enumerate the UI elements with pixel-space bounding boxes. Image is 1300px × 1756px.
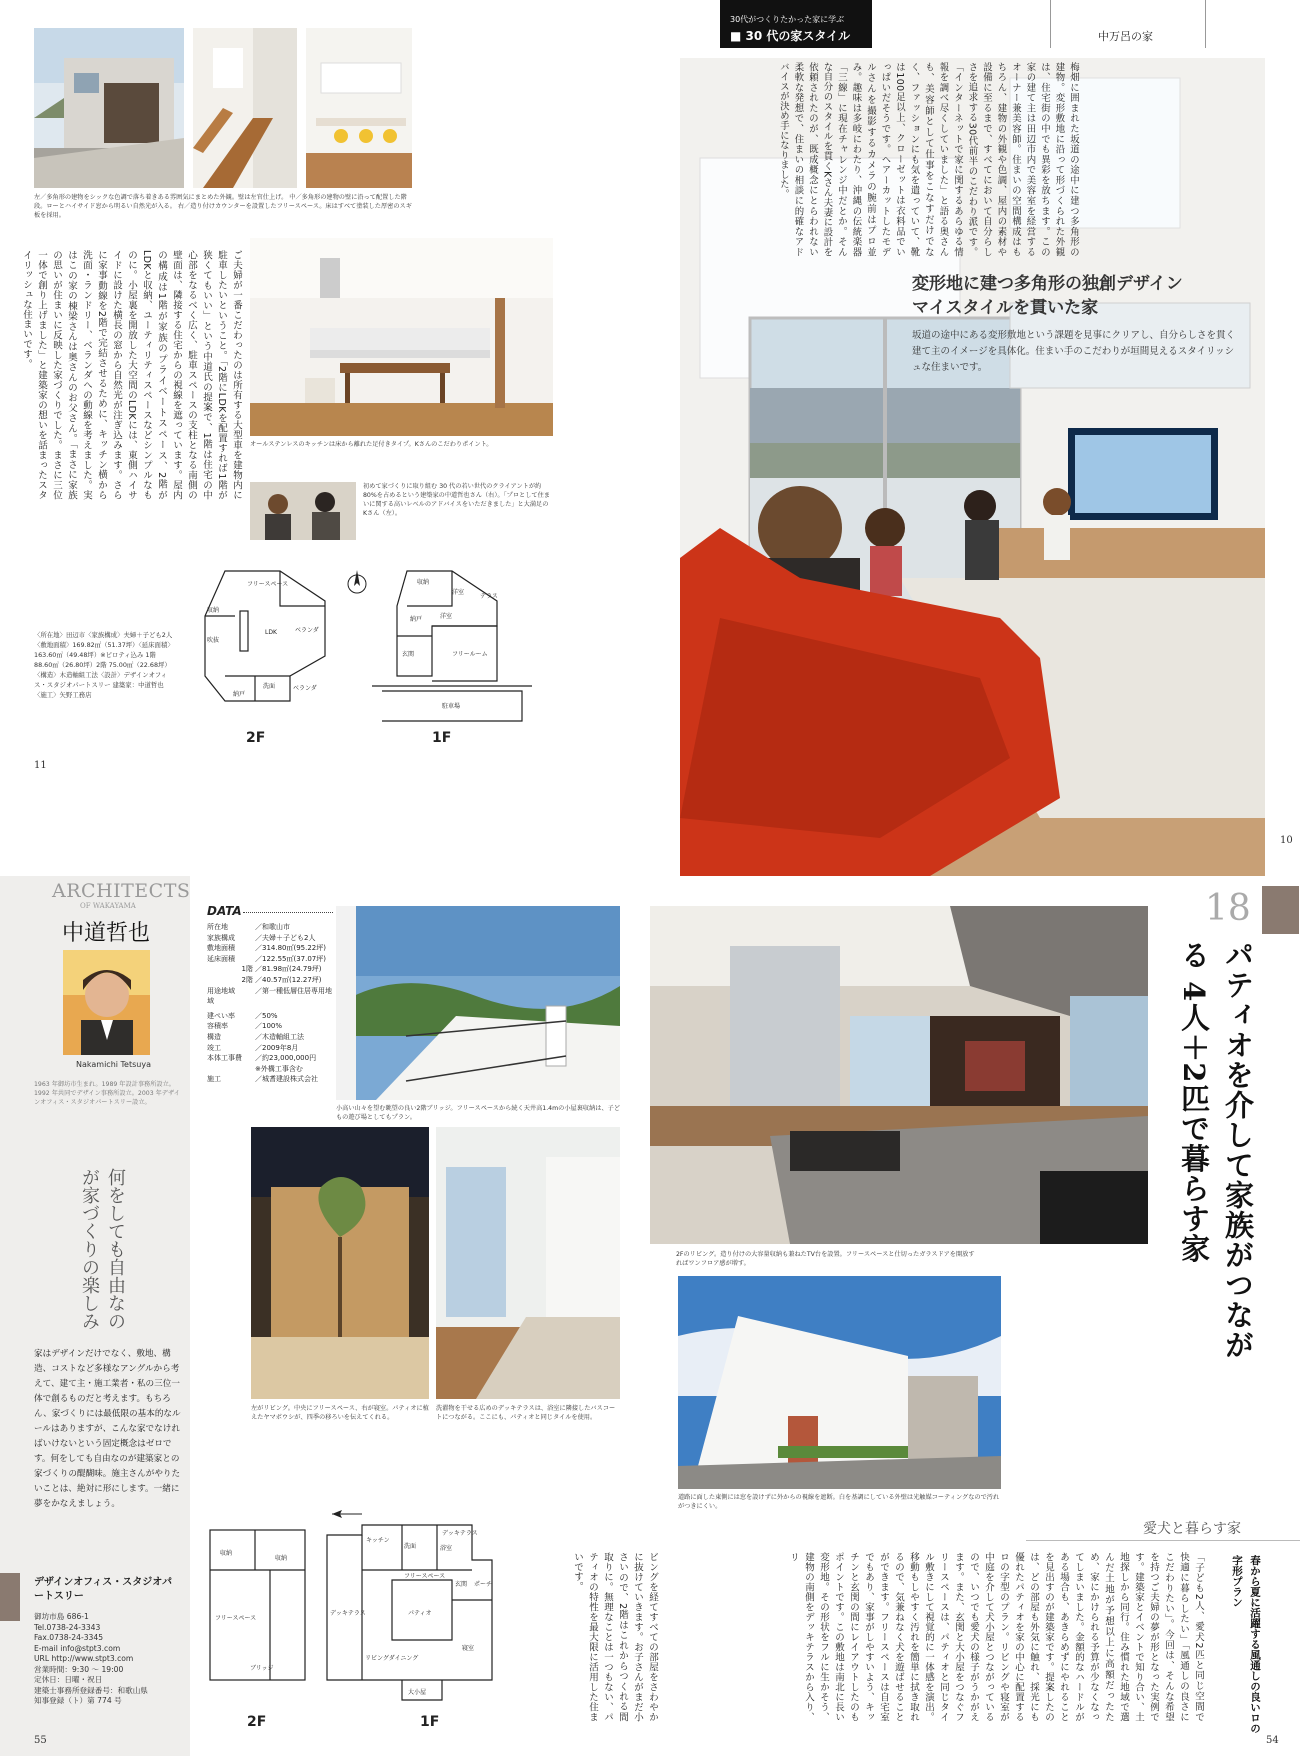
house-data-top: 〈所在地〉田辺市〈家族構成〉夫婦＋子ども2人〈敷地面積〉169.82㎡（51.37坪）〈延床面積〉163.60㎡（49.48坪）※ピロティ込み 1階 88.60㎡（26.80坪）2階 75.00㎡（22.68坪）〈構造〉木造軸組工法〈設計〉デザインオフィス・スタジオパートスリー 建築家：中道哲也〈施工〉矢野工務店 [34, 631, 174, 699]
freespace-photo [306, 28, 412, 188]
architect-name: 中道哲也 [62, 921, 151, 946]
plan-label: 収納 [275, 1555, 288, 1562]
page-number: 55 [34, 1735, 47, 1746]
page-number: 54 [1266, 1735, 1279, 1746]
plan-label: 寝室 [462, 1645, 475, 1652]
logo-main: ARCHITECTS [52, 880, 191, 902]
header-divider [1050, 0, 1051, 48]
caption-exterior: 道路に面した東側には窓を設けずに外からの視線を遮断。白を基調にしている外壁は光触媒コーティングなので汚れがつきにくい。 [678, 1494, 1000, 1510]
data-value: ／夫婦＋子ども2人 [255, 933, 316, 942]
architect-statement: 家はデザインだけでなく、敷地、構造、コストなど多様なアングルから考えて、建て主・施工業者・私の三位一体で創るものだと考えます。もちろん、家づくりには最低限の基本的なルールはありますが、こんな家でなければいけないという固定概念はゼロです。何をしても自由なのが建築家との家づくりの醍醐味。施主さんがやりたいことは、絶対に形にします。一緒に夢をかなえましょう。 [34, 1349, 181, 1509]
kitchen-photo [250, 238, 553, 436]
logo-sub: OF WAKAYAMA [80, 902, 136, 910]
data-row [207, 964, 332, 975]
data-row [207, 1011, 332, 1022]
data-key: 所在地 [207, 923, 228, 931]
stairs-photo [193, 28, 297, 188]
body-text-bottom-left: ビングを経てすべての部屋をさわやかに抜けていきます。お子さんがまだ小さいので、2階はこれからつくれる間取りに。無理なことは一つもない、パティオの特性を最大限に活用した住まいです。 [572, 1552, 658, 1722]
plan-label: 浴室 [440, 1545, 453, 1552]
plan-label: 洗面 [263, 683, 276, 690]
data-key: 竣工 [207, 1043, 221, 1052]
north-arrow-icon [345, 566, 369, 596]
contact-line: URL http://www.stpt3.com [34, 1654, 134, 1663]
data-key: 容積率 [207, 1022, 228, 1031]
plan-label: フリールーム [452, 651, 488, 658]
plan-1f-label-top: 1F [432, 730, 452, 746]
contact-line: 建築士事務所登録番号：和歌山県 [34, 1685, 148, 1695]
plan-2f-label-top: 2F [246, 730, 266, 746]
plan-label: パティオ [408, 1610, 432, 1617]
data-key: 構造 [207, 1032, 221, 1041]
data-key: 敷地面積 [207, 944, 235, 953]
caption-deck: 洗濯物を干せる広めのデッキテラスは、浴室に隣接したバスコートにつながる。ここにも、パティオと同じタイルを使用。 [436, 1405, 616, 1421]
tag-underline [1026, 1540, 1300, 1541]
bridge-photo [336, 906, 620, 1100]
architect-bio: 1963 年御坊市生まれ。1989 年設計事務所設立。1992 年共同でデザイン事務所設立。2003 年デザインオフィス・スタジオパートスリー設立。 [34, 1081, 180, 1106]
plan-label: キッチン [366, 1537, 390, 1544]
floor-plan-1f-bottom [322, 1520, 522, 1710]
article-subhead: 春から夏に活躍する風通しの良いロの字形プラン [1231, 1555, 1261, 1734]
plan-label: ベランダ [293, 685, 317, 692]
floor-plan-2f-top [185, 566, 335, 726]
body-text-bottom-right: 「子ども2人、愛犬2匹と同じ空間で快適に暮らしたい」「風通しの良さにこだわりたい」。今回は、そんな希望を持つご夫婦の夢が形となった実例です。建築家とイベントで知り合い、土地探しから同行。住み慣れた地域で選んだ土地が予想以上に高額だったため、家にかけられる予算が少なくなってしまいました。金額的なハードルがある場合も、あきらめずにやれることを見出すのが建築家です。提案したのは、どの部屋も外気に触れ、採光にも優れたパティオを家の中心に配置するロの字型のプラン。リビングや寝室が中庭を介して犬小屋とつながっているので、いつでも愛犬の様子がうかがえます。また、玄関と大小屋をつなぐフリースペースは、パティオと同じタイル敷きにして視覚的に一体感を演出。移動もしやすく汚れを簡単に拭き取れるので、気兼ねなく犬を遊ばせることができます。フリースペースは自宅室でもあり、家事がしやすいよう、キッチンと玄関の間にレイアウトしたのもポイントです。この敷地は南北に長い変形地。その形状をフルに生かそう、建物の南側をデッキテラスから入り、リ [788, 1552, 1204, 1722]
plan-label: リビングダイニング [365, 1655, 419, 1662]
plan-label: 収納 [207, 607, 220, 614]
page-number: 10 [1280, 835, 1293, 846]
data-row [207, 975, 332, 986]
data-row [207, 922, 332, 933]
floor-plan-2f-bottom [205, 1520, 315, 1710]
data-value: ／約23,000,000円 [255, 1054, 317, 1063]
exterior-photo-bottom [678, 1276, 1001, 1489]
headline [912, 272, 1262, 320]
series-title: ■ 30 代の家スタイル [730, 29, 851, 43]
data-value: ※外構工事含む [255, 1064, 303, 1073]
caption-top-photos: 左／多角形の建物をシックな色調で落ち着きある雰囲気にまとめた外観。壁は左官仕上げ。 中／多角形の建物の壁に沿って配置した階段。ローとハイサイド窓から明るい自然光が入る。 右／造り付けカウンターを設置したフリースペース。床はすべて塗装した厚密のスギ板を採用。 [34, 194, 412, 219]
plan-label: 洋室 [440, 613, 453, 620]
plan-label: フリースペース [404, 1573, 446, 1580]
data-key: 本体工事費 [207, 1054, 242, 1063]
north-arrow-icon [330, 1506, 364, 1520]
contact-line: 知事登録（ト）第 774 号 [34, 1696, 122, 1705]
data-title-rule [243, 912, 333, 913]
article-number: 18 [1205, 888, 1251, 929]
data-row [207, 1053, 332, 1064]
plan-label: デッキテラス [330, 1610, 366, 1617]
body-text-top-left: ご夫婦が一番こだわったのは所有する大型車を建物内に駐車したいということ。「2階にLDKを配置すれば1階が狭くてもいい」という中道氏の提案で、1階は住宅の中心部をなるべく広く、駐車スペースの支柱となる南側の壁面は、隣接する住宅からの視線を遮っています。屋内の構成は1階が家族のプライベートスペース、2階がLDKと収納、ユーティリティスペースなどシンプルなものに。小屋裏を開放した大空間のLDKには、東側ハイサイドに設けた横長の窓から自然光が注ぎ込みます。さらに家事動線を2階で完結させるために、キッチン横から洗面・ランドリー、ベランダへの動線を考えました。実はこの家の棟梁さんは奥さんのお父さん。「まさに家族の思いが住まいに反映した家づくりでした。まさに三位一体で創り上げました」と建築家の想いを話まったスタイリッシュな住まいです。 [21, 250, 242, 500]
data-value: ／122.55㎡(37.07坪) [255, 954, 326, 963]
plan-label: 玄関 [455, 1581, 468, 1588]
data-key: 家族構成 [207, 933, 235, 942]
plan-label: テラス [480, 593, 498, 600]
architect-portrait [63, 950, 150, 1055]
plan-label: 洗面 [404, 1543, 417, 1550]
data-key: 施工 [207, 1075, 221, 1084]
series-header [720, 0, 872, 48]
data-row [207, 1021, 332, 1032]
office-block-accent [0, 1573, 20, 1621]
series-label: 30代がつくりたかった家に学ぶ [730, 15, 845, 24]
data-value: ／2009年8月 [255, 1043, 299, 1052]
plan-1f-label-bottom: 1F [420, 1714, 440, 1730]
architect-romaji: Nakamichi Tetsuya [76, 1060, 151, 1069]
plan-label: 玄関 [402, 651, 415, 658]
headline-line1: 変形地に建つ多角形の独創デザイン [912, 274, 1183, 294]
data-value: ／第一種低層住居専用地域 [207, 986, 332, 1006]
data-value: ／50% [255, 1011, 278, 1020]
data-title: DATA [207, 904, 242, 918]
page-number: 11 [34, 760, 47, 771]
data-row [207, 1043, 332, 1054]
architect-motto: 何をしても自由なのが家づくりの楽しみ [79, 1168, 126, 1330]
plan-label: 吹抜 [207, 637, 220, 644]
article-title: パティオを介して家族がつながる 4人＋2匹で暮らす家 [1177, 940, 1255, 1360]
data-row [207, 954, 332, 965]
header-divider [1205, 0, 1206, 48]
house-name: 中万呂の家 [1098, 30, 1153, 43]
plan-label: ブリッジ [250, 1665, 274, 1672]
data-value: ／和歌山市 [255, 923, 290, 931]
plan-label: ベランダ [295, 627, 319, 634]
plan-label: 洋室 [452, 589, 465, 596]
body-text-top-right: 梅畑に囲まれた坂道の途中に建つ多角形の建物。変形敷地に沿って形づくられた外観は、住宅街の中でも異彩を放ちます。この家の建て主は田辺市内で美容室を経営するオーナー兼美容師。住まいの空間構成はもちろん、建物の外観や色調、屋内の素材や設備に至るまで、すべてにおいて自分らしさを追求する30代前半のこだわり派です。「インターネットで家に関するあらゆる情報を調べ尽くしていました」と語る奥さんも、美容師として仕事をこなすだけでなく、ファッションにも気を遣っていて、靴は100足以上、クローゼットは衣料品でいっぱいだそうです。ヘアーカットしたモデルさんを撮影するカメラの腕前はプロ並み。趣味は多岐にわたり、沖縄の伝統楽器「三線」に現在チャレンジ中だとか。そんな自分のスタイルを貫くKさん夫妻に設計を依頼されたのが、既成概念にとらわれない柔軟な発想で、住まいの相談に的確なアドバイスが決め手になりました。 [778, 62, 1079, 257]
plan-label: ポーチ [474, 1581, 493, 1588]
plan-label: デッキテラス [442, 1530, 478, 1537]
data-value: ／城耆建設株式会社 [255, 1075, 318, 1084]
caption-patio: 左がリビング。中央にフリースペース、右が寝室。パティオに植えたヤマボウシが、四季の移ろいを伝えてくれる。 [251, 1405, 429, 1421]
caption-kitchen: オールステンレスのキッチンは床から離れた足付きタイプ。Kさんのこだわりポイント。 [250, 441, 493, 448]
living-room-photo-bottom [650, 906, 1148, 1244]
plan-label: 大小屋 [408, 1689, 427, 1696]
article-tag: 愛犬と暮らす家 [1143, 1521, 1241, 1537]
plan-label: 収納 [220, 1550, 233, 1557]
contact-line: 営業時間：9:30 ～ 19:00 [34, 1664, 124, 1674]
lead-text: 坂道の途中にある変形敷地という課題を見事にクリアし、自分らしさを貫く建て主のイメージを具体化。住まい手のこだわりが垣間見えるスタイリッシュな住まいです。 [912, 330, 1236, 373]
exterior-photo-top [34, 28, 184, 188]
data-value: ／木造軸組工法 [255, 1032, 304, 1041]
data-row [207, 1064, 332, 1075]
data-value: ／314.80㎡(95.22坪) [255, 944, 326, 953]
caption-couple: 初めて家づくりに取り組む 30 代の若い世代のクライアントが約 80%を占めるという建築家の中道哲也さん（右）。「プロとして住まいに関する高いレベルのアドバイスをいただきました」と大満足の Kさん（左）。 [363, 483, 550, 517]
contact-line: 定休日：日曜・祝日 [34, 1675, 103, 1684]
plan-label: 納戸 [233, 691, 246, 698]
plan-label: 納戸 [410, 616, 423, 623]
data-key: 用途地域 [207, 986, 235, 995]
contact-line: Tel.0738-24-3343 [34, 1622, 101, 1632]
office-contact [34, 1612, 184, 1707]
plan-label: フリースペース [215, 1615, 257, 1622]
floor-plan-1f-top [372, 566, 532, 726]
contact-line: E-mail info@stpt3.com [34, 1643, 121, 1653]
caption-living: 2Fのリビング。造り付けの大容量収納も兼ねたTV台を設置。フリースペースと仕切ったガラスドアを開放すればワンフロア感が増す。 [676, 1251, 975, 1267]
data-row [207, 1032, 332, 1043]
plan-2f-label-bottom: 2F [247, 1714, 267, 1730]
caption-bridge: 小高い山々を望む眺望の良い2階ブリッジ。フリースペースから続く天井高1.4mの小屋裏収納は、子どもの遊び場としてもプラン。 [336, 1105, 621, 1121]
data-key: 1階 [241, 965, 253, 974]
plan-label: 駐車場 [442, 703, 461, 710]
data-row [207, 933, 332, 944]
couple-photo [250, 482, 356, 540]
deck-terrace-photo [436, 1127, 620, 1399]
plan-label: 収納 [417, 579, 430, 586]
data-value: ／40.57㎡(12.27坪) [255, 975, 322, 984]
number-accent [1262, 886, 1299, 934]
data-key: 2階 [241, 975, 253, 984]
plan-label: フリースペース [247, 581, 289, 588]
data-row [207, 1074, 332, 1085]
headline-line2: マイスタイルを貫いた家 [912, 298, 1099, 318]
contact-line: Fax.0738-24-3345 [34, 1633, 104, 1642]
plan-label: LDK [265, 629, 277, 636]
data-row [207, 986, 332, 1007]
patio-photo [251, 1127, 429, 1399]
data-key: 建ぺい率 [207, 1011, 235, 1020]
data-key: 延床面積 [207, 954, 235, 963]
data-table [207, 922, 332, 1085]
data-value: ／100% [255, 1022, 283, 1031]
data-row [207, 943, 332, 954]
data-value: ／81.98㎡(24.79坪) [255, 965, 322, 974]
office-name: デザインオフィス・スタジオパートスリー [34, 1577, 172, 1602]
contact-line: 御坊市島 686-1 [34, 1612, 89, 1621]
